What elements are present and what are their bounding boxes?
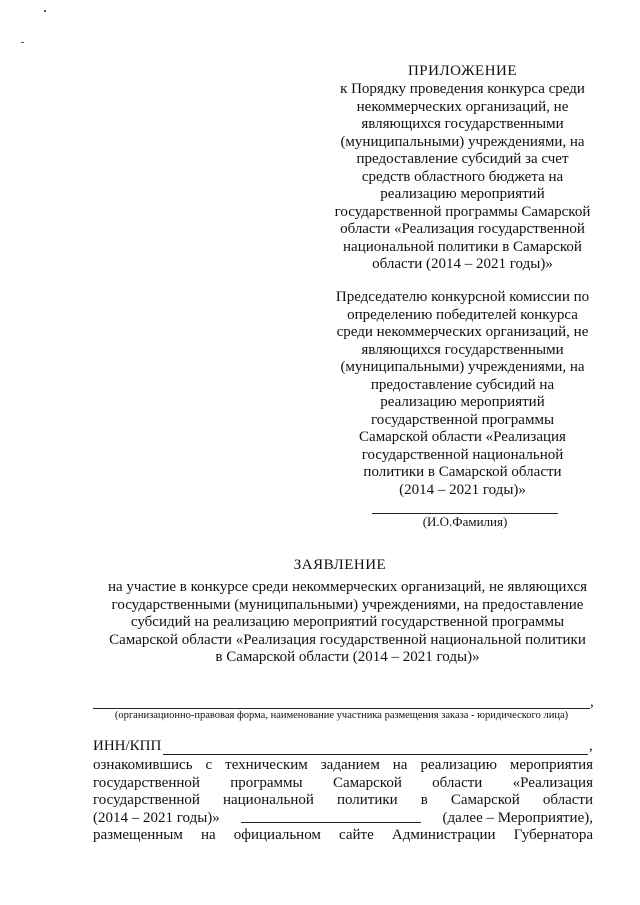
- paragraph-word: реализацию: [420, 757, 497, 773]
- paragraph-word: Администрации: [391, 827, 496, 844]
- addressee-line: (2014 – 2021 годы)»: [399, 481, 526, 498]
- paragraph-word: области: [432, 774, 483, 791]
- paragraph-word: области: [542, 792, 593, 809]
- scan-speck: [21, 42, 24, 43]
- statement-line: в Самарской области (2014 – 2021 годы)»: [215, 649, 480, 665]
- org-name-field-line: [93, 708, 590, 709]
- paragraph-word: мероприятия: [509, 757, 593, 773]
- inn-comma: ,: [589, 738, 593, 754]
- addressee-line: политики в Самарской области: [363, 464, 562, 480]
- appendix-line: области (2014 – 2021 годы)»: [372, 256, 553, 272]
- addressee-line: реализацию мероприятий: [380, 394, 545, 410]
- paragraph-word: на: [200, 827, 216, 844]
- paragraph-word: сайте: [339, 827, 374, 844]
- appendix-text: [325, 81, 600, 274]
- paragraph-word: политики: [336, 792, 398, 809]
- appendix-line: к Порядку проведения конкурса среди: [340, 81, 585, 97]
- inn-field-line: [163, 754, 588, 755]
- statement-title: ЗАЯВЛЕНИЕ: [293, 557, 387, 573]
- signature-caption: (И.О.Фамилия): [422, 514, 508, 529]
- appendix-line: (муниципальными) учреждениями, на: [340, 133, 585, 150]
- org-name-caption: (организационно-правовая форма, наименование участника размещения заказа - юридического лица): [114, 710, 569, 721]
- paragraph-word: на: [392, 757, 408, 773]
- paragraph-line: [93, 792, 593, 810]
- appendix-line: области «Реализация государственной: [340, 221, 585, 237]
- scan-speck: [44, 10, 46, 12]
- paragraph-word: техническим: [225, 757, 308, 773]
- statement-line: на участие в конкурсе среди некоммерческих организаций, не являющихся: [107, 579, 588, 595]
- appendix-line: национальной политики в Самарской: [343, 238, 582, 255]
- paragraph-word: размещенным: [93, 827, 183, 844]
- addressee-text: [325, 289, 600, 499]
- paragraph-line: [93, 827, 593, 845]
- paragraph-word: заданием: [320, 757, 380, 773]
- appendix-line: предоставление субсидий за счет: [356, 151, 569, 167]
- appendix-line: средств областного бюджета на: [361, 168, 564, 185]
- paragraph-word: государственной: [93, 792, 200, 809]
- org-comma: ,: [590, 694, 594, 710]
- paragraph-word: национальной: [222, 792, 314, 809]
- paragraph-word: Самарской: [450, 792, 520, 809]
- addressee-line: Председателю конкурсной комиссии по: [335, 289, 590, 305]
- addressee-line: предоставление субсидий на: [370, 376, 555, 393]
- paragraph-line: [93, 757, 593, 775]
- inn-label: ИНН/КПП: [93, 738, 162, 754]
- paragraph-word: «Реализация: [512, 774, 593, 791]
- addressee-line: среди некоммерческих организаций, не: [336, 324, 589, 340]
- paragraph-word: с: [205, 757, 213, 773]
- paragraph-line: [93, 810, 593, 828]
- paragraph-word: официальном: [233, 827, 321, 844]
- paragraph-line-end: (далее – Мероприятие),: [442, 809, 593, 826]
- addressee-line: определению победителей конкурса: [347, 306, 578, 323]
- appendix-line: реализацию мероприятий: [380, 186, 545, 202]
- addressee-line: государственной программы: [370, 411, 555, 428]
- paragraph-word: в: [420, 792, 428, 809]
- paragraph-word: программы: [230, 774, 303, 791]
- appendix-line: государственной программы Самарской: [334, 203, 591, 220]
- statement-line: субсидий на реализацию мероприятий государственной программы: [130, 614, 565, 630]
- appendix-line: являющихся государственными: [361, 116, 564, 132]
- body-paragraph: [93, 757, 593, 845]
- paragraph-word: Губернатора: [513, 827, 593, 844]
- paragraph-word: Самарской: [332, 774, 402, 791]
- appendix-title: ПРИЛОЖЕНИЕ: [407, 63, 518, 79]
- addressee-line: Самарской области «Реализация: [359, 429, 566, 445]
- addressee-line: государственной национальной: [361, 446, 564, 463]
- event-name-field-line: [241, 810, 421, 823]
- statement-text: [95, 579, 600, 667]
- addressee-line: (муниципальными) учреждениями, на: [340, 359, 585, 375]
- paragraph-word: ознакомившись: [93, 757, 193, 773]
- paragraph-line-start: (2014 – 2021 годы)»: [93, 809, 220, 826]
- paragraph-line: [93, 775, 593, 793]
- appendix-line: некоммерческих организаций, не: [356, 98, 569, 115]
- paragraph-word: государственной: [93, 774, 200, 791]
- statement-line: государственными (муниципальными) учреждениями, на предоставление: [111, 596, 584, 613]
- addressee-line: являющихся государственными: [361, 341, 564, 358]
- statement-line: Самарской области «Реализация государственной национальной политики: [109, 631, 586, 648]
